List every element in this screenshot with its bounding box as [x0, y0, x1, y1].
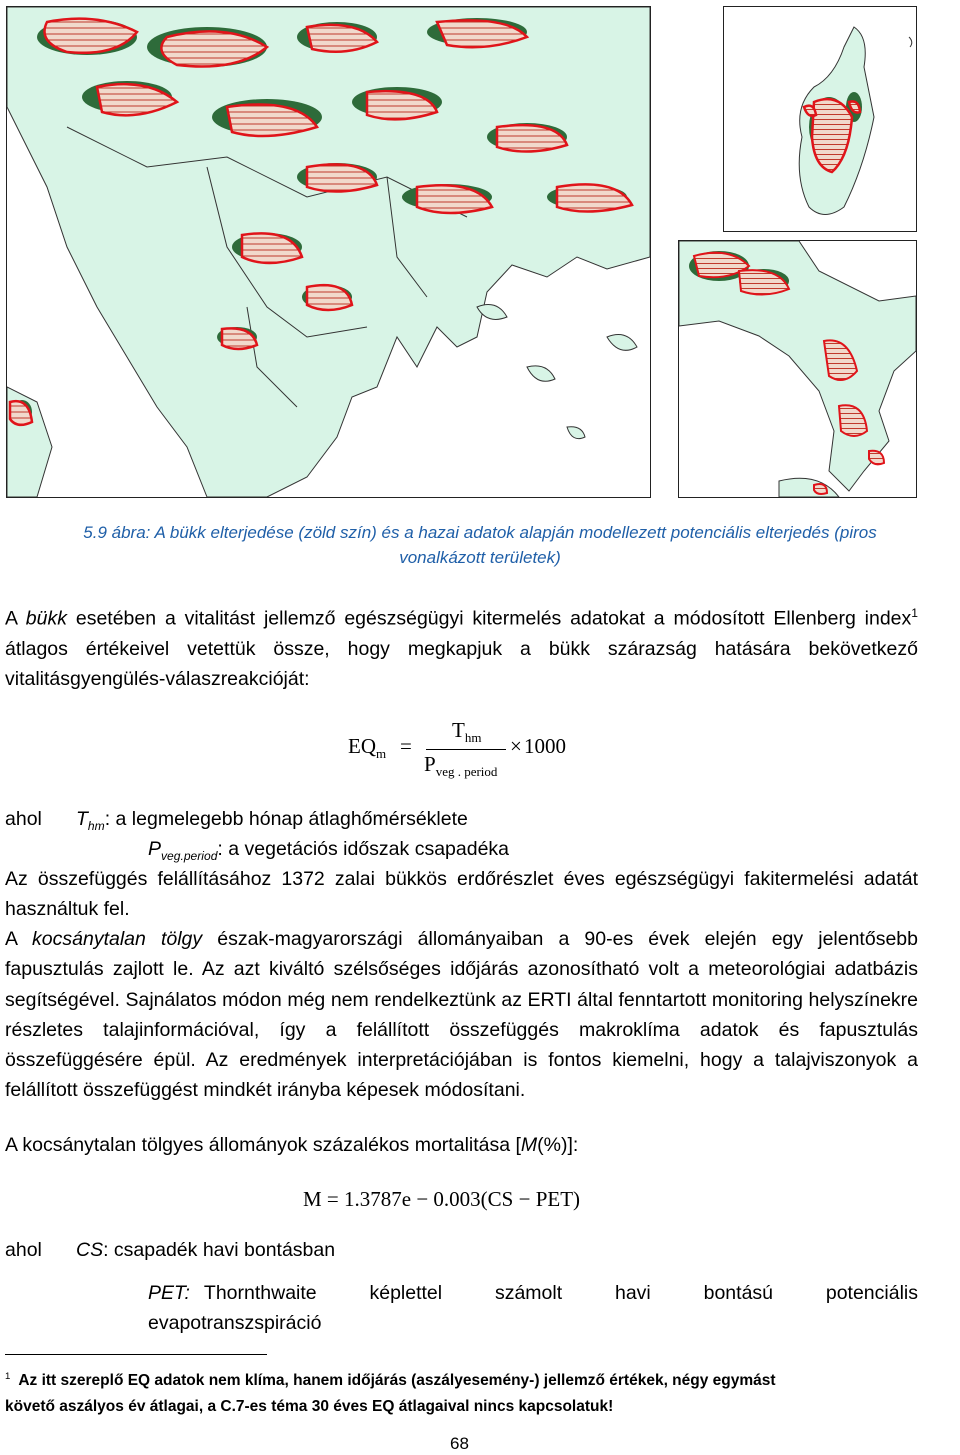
formula-eq-constant: 1000	[524, 734, 566, 758]
paragraph-data-source-text: Az összefüggés felállításához 1372 zalai bükkös erdőrészlet éves egészségügyi fakitermelési adatát használtuk fel.	[5, 868, 918, 921]
intro-pre: A	[5, 607, 26, 630]
corsica-map	[723, 6, 917, 232]
paragraph-mortality-italic: M	[520, 1134, 538, 1156]
corsica-map-graphic	[724, 7, 916, 231]
calabria-map	[678, 240, 917, 498]
formula-eq-denominator-sub: veg . period	[435, 764, 498, 780]
calabria-map-graphic	[679, 241, 916, 497]
paragraph-oak	[5, 924, 918, 1106]
formula-eq-times: ×	[510, 734, 522, 758]
pet-description-line-2: evapotranszspiráció	[148, 1312, 322, 1334]
caption-line-1: 5.9 ábra: A bükk elterjedése (zöld szín) és a hazai adatok alapján modellezett potenciális elterjedés (piros	[83, 523, 877, 542]
formula-eq-lhs: EQ	[348, 734, 376, 758]
caption-line-2: vonalkázott területek)	[399, 548, 561, 567]
formula-eq-denominator: P	[424, 752, 436, 776]
pveg-symbol: P	[148, 838, 162, 860]
fraction-bar	[426, 749, 506, 750]
paragraph-oak-italic: kocsánytalan tölgy	[32, 928, 203, 950]
balkan-map	[6, 6, 651, 498]
intro-text-2: átlagos értékeivel vetettük össze, hogy megkapjuk a bükk szárazság hatására bekövetkező vitalitásgyengülés-válaszreakcióját:	[5, 637, 918, 691]
paragraph-oak-text: észak-magyarországi állományaiban a 90-es évek elején egy jelentősebb fapusztulás zajlott le. Az azt kiváltó szélsőséges időjárás azonosítható volt a meteorológiai adatbázis segítségével. Sajnálatos módon még nem rendelkeztünk az ERTI által fenntartott monitoring helyszínekre részletes talajinformációval, így a felállított összefüggés makroklíma adatok és fapusztulás összefüggésére épül. Az eredmények interpretációjában is fontos kiemelni, hogy a talajviszonyok a felállított összefüggést mindkét irányba képesek módosítani.	[5, 928, 918, 1102]
thm-symbol: T	[76, 808, 88, 830]
footnote-line-1: Az itt szereplő EQ adatok nem klíma, hanem időjárás (aszályesemény-) jellemző értékek, négy egymást	[18, 1372, 776, 1390]
definition-pet	[148, 1278, 918, 1338]
formula-eq-equals: =	[400, 734, 412, 758]
pveg-description: : a vegetációs időszak csapadéka	[217, 838, 510, 860]
formula-eq-numerator-sub: hm	[464, 730, 482, 746]
paragraph-mortality	[5, 1130, 918, 1160]
cs-symbol: CS	[76, 1239, 104, 1261]
where-label-2: ahol	[5, 1239, 42, 1261]
figure-caption	[0, 520, 960, 570]
formula-eq-numerator: T	[452, 718, 465, 742]
formula-eq-lhs-sub: m	[376, 746, 387, 762]
intro-italic-word: bükk	[25, 607, 67, 630]
thm-subscript: hm	[87, 818, 105, 833]
footnote-line-2: követő aszályos év átlagai, a C.7-es téma 30 éves EQ átlagaival nincs kapcsolatuk!	[5, 1398, 614, 1416]
definition-cs	[76, 1235, 335, 1265]
paragraph-mortality-tail: (%)]:	[537, 1134, 579, 1156]
formula-mortality: M = 1.3787e − 0.003(CS − PET)	[303, 1187, 581, 1211]
pveg-subscript: veg.period	[161, 848, 218, 863]
pet-description-line-1: Thornthwaite képlettel számolt havi bontású potenciális	[203, 1282, 918, 1304]
page-number: 68	[450, 1434, 469, 1453]
footnote-separator	[5, 1354, 267, 1355]
balkan-map-graphic	[7, 7, 650, 497]
intro-text-1: esetében a vitalitást jellemző egészségügyi kitermelés adatokat a módosított Ellenberg index	[67, 607, 912, 630]
footnote-ref[interactable]: 1	[911, 606, 918, 620]
paragraph-oak-pre: A	[5, 928, 33, 950]
paragraph-data-source	[5, 864, 918, 925]
cs-description: : csapadék havi bontásban	[103, 1239, 336, 1261]
formula-eq	[348, 718, 588, 788]
intro-paragraph	[5, 598, 918, 694]
footnote-marker: 1	[5, 1371, 11, 1382]
footnote	[5, 1364, 905, 1420]
paragraph-mortality-text: A kocsánytalan tölgyes állományok százalékos mortalitása [	[5, 1134, 521, 1156]
where-label-1: ahol	[5, 808, 42, 830]
thm-description: : a legmelegebb hónap átlaghőmérséklete	[104, 808, 468, 830]
pet-symbol: PET:	[148, 1282, 190, 1304]
